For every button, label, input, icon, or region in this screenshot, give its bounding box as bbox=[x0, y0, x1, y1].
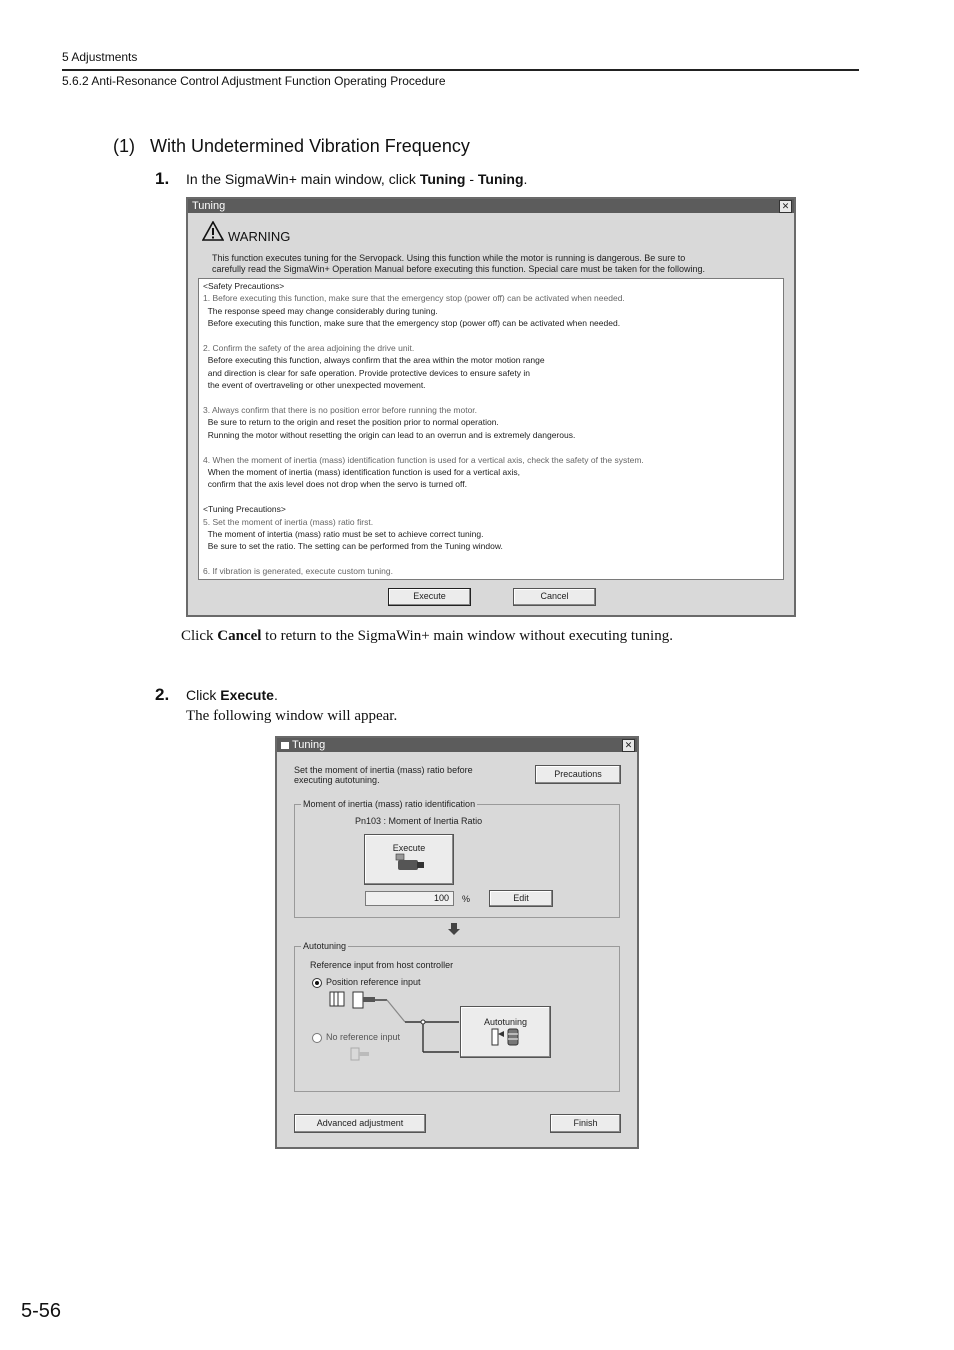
precaution-line: confirm that the axis level does not drop when the servo is turned off. bbox=[203, 479, 467, 490]
position-reference-label: Position reference input bbox=[326, 977, 421, 987]
section-title: (1) With Undetermined Vibration Frequency bbox=[113, 136, 470, 156]
close-icon[interactable]: ✕ bbox=[622, 739, 635, 752]
step-number: 1. bbox=[155, 169, 170, 188]
autotuning-button[interactable] bbox=[460, 1006, 551, 1058]
step-bold-menu: Tuning bbox=[419, 171, 466, 187]
step2-prefix: Click bbox=[186, 687, 221, 703]
warning-line-2: carefully read the SigmaWin+ Operation Manual before executing this function. Special care must be taken for the following. bbox=[212, 264, 706, 274]
execute-button[interactable]: Execute bbox=[388, 588, 471, 606]
group1-label: Moment of inertia (mass) ratio identification bbox=[303, 799, 476, 809]
dialog2-titlebar bbox=[277, 738, 637, 752]
tuning-dialog bbox=[275, 736, 639, 1149]
warning-line-1: This function executes tuning for the Servopack. Using this function while the motor is running is dangerous. Be sure to bbox=[212, 253, 686, 263]
step-text bbox=[186, 171, 527, 187]
group2-label: Autotuning bbox=[303, 941, 347, 951]
no-reference-label: No reference input bbox=[326, 1032, 401, 1042]
no-reference-radio[interactable] bbox=[312, 1033, 322, 1043]
inertia-ratio-field[interactable]: 100 bbox=[365, 891, 454, 906]
autotuning-label: Autotuning bbox=[483, 1017, 528, 1027]
dialog2-title: Tuning bbox=[292, 739, 326, 751]
step-text-prefix: In the SigmaWin+ main window, click bbox=[186, 171, 420, 187]
inertia-identification-group bbox=[294, 799, 620, 918]
step-number-2: 2. bbox=[155, 685, 170, 704]
edit-button[interactable]: Edit bbox=[489, 890, 553, 907]
precaution-line: 1. Before executing this function, make sure that the emergency stop (power off) can be activated when needed. bbox=[203, 293, 625, 304]
precaution-line: Running the motor without resetting the origin can lead to an overrun and is extremely dangerous. bbox=[203, 429, 576, 440]
close-icon[interactable]: ✕ bbox=[779, 200, 792, 213]
precaution-line: Be sure to set the ratio. The setting can be performed from the Tuning window. bbox=[203, 541, 503, 552]
precaution-line: Before executing this function, always confirm that the area within the motor motion range bbox=[203, 355, 545, 366]
warning-icon bbox=[202, 221, 224, 241]
precautions-textbox[interactable] bbox=[198, 278, 784, 580]
finish-button[interactable]: Finish bbox=[550, 1114, 621, 1133]
step2-bold: Execute bbox=[220, 687, 274, 703]
host-controller-wiring-icon bbox=[325, 990, 465, 1062]
down-arrow-icon bbox=[447, 922, 461, 936]
precaution-line: 5. Set the moment of inertia (mass) ratio first. bbox=[203, 516, 374, 527]
precaution-line: Before executing this function, make sure that the emergency stop (power off) can be activated when needed. bbox=[203, 318, 621, 329]
warning-label: WARNING bbox=[228, 229, 291, 244]
reference-input-label: Reference input from host controller bbox=[310, 960, 454, 970]
precaution-line: 2. Confirm the safety of the area adjoining the drive unit. bbox=[203, 343, 415, 353]
intro-line-2: executing autotuning. bbox=[294, 775, 380, 785]
dialog-title: Tuning bbox=[192, 200, 226, 212]
precaution-line: <Safety Precautions> bbox=[203, 281, 285, 291]
precaution-line: 3. Always confirm that there is no position error before running the motor. bbox=[203, 405, 478, 415]
identification-execute-button[interactable] bbox=[364, 834, 454, 885]
tuning-warning-dialog bbox=[186, 197, 796, 617]
precaution-line: <Tuning Precautions> bbox=[203, 504, 286, 515]
precaution-line: and direction is clear for safe operation. Provide protective devices to ensure safety in bbox=[203, 367, 530, 378]
precaution-line: 6. If vibration is generated, execute custom tuning. bbox=[203, 566, 393, 577]
dialog-titlebar bbox=[188, 199, 794, 213]
precaution-line: The response speed may change considerably during tuning. bbox=[203, 305, 438, 316]
cancel-button[interactable]: Cancel bbox=[513, 588, 596, 606]
step2-followup: The following window will appear. bbox=[186, 708, 398, 724]
precaution-line: When the moment of inertia (mass) identification function is used for a vertical axis, bbox=[203, 467, 520, 477]
step-sep: - bbox=[465, 171, 478, 187]
note-prefix: Click bbox=[181, 628, 218, 644]
note-bold: Cancel bbox=[217, 628, 262, 644]
header-rule bbox=[62, 69, 859, 71]
note-suffix: to return to the SigmaWin+ main window without executing tuning. bbox=[261, 628, 673, 644]
position-reference-radio[interactable] bbox=[312, 978, 322, 988]
autotuning-icon bbox=[486, 1027, 526, 1047]
step-suffix: . bbox=[523, 171, 528, 187]
intro-line-1: Set the moment of inertia (mass) ratio before bbox=[294, 765, 473, 775]
running-header-section: 5.6.2 Anti-Resonance Control Adjustment Function Operating Procedure bbox=[62, 74, 446, 88]
cancel-note bbox=[181, 628, 673, 645]
precaution-line: The moment of intertia (mass) ratio must be set to achieve correct tuning. bbox=[203, 529, 484, 539]
step-bold-submenu: Tuning bbox=[477, 171, 524, 187]
running-header-chapter: 5 Adjustments bbox=[62, 50, 138, 64]
precautions-button[interactable]: Precautions bbox=[535, 765, 621, 784]
param-label: Pn103 : Moment of Inertia Ratio bbox=[355, 816, 483, 826]
step2-suffix: . bbox=[273, 687, 278, 703]
advanced-adjustment-button[interactable]: Advanced adjustment bbox=[294, 1114, 426, 1133]
precaution-line: Be sure to return to the origin and reset the position prior to normal operation. bbox=[203, 417, 499, 428]
page-number: 5-56 bbox=[21, 1300, 62, 1322]
step-text-2 bbox=[186, 687, 278, 703]
precaution-line: the event of overtraveling or other unexpected movement. bbox=[203, 380, 426, 391]
motor-icon bbox=[392, 853, 426, 871]
tuning-app-icon bbox=[281, 742, 289, 749]
autotuning-group bbox=[294, 941, 620, 1092]
ratio-unit: % bbox=[462, 894, 471, 904]
execute-label: Execute bbox=[392, 843, 426, 853]
precaution-line: 4. When the moment of inertia (mass) identification function is used for a vertical axis, check the safety of the system. bbox=[203, 454, 644, 465]
